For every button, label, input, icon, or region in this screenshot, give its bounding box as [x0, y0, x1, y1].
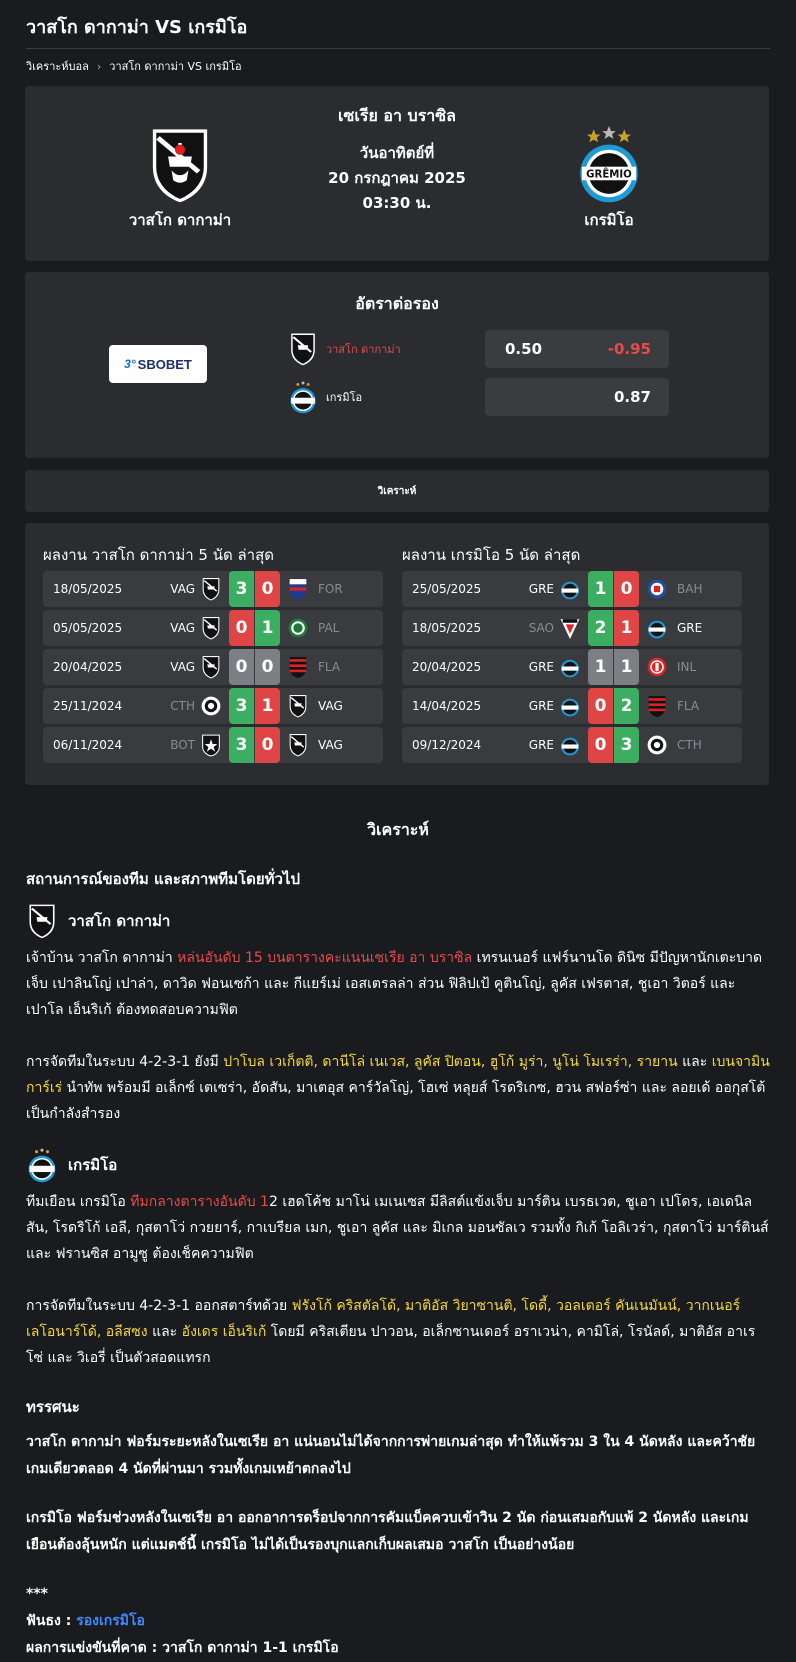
highlight-text: เบนจามิน การ์เร่ — [26, 1054, 770, 1096]
form-away-score: 0 — [614, 571, 639, 607]
gremio-crest-icon — [26, 1147, 58, 1183]
tip-line — [26, 1608, 770, 1635]
form-away-score: 0 — [255, 649, 280, 685]
corinthians-crest-icon — [200, 694, 222, 718]
odds-handicap: 0.50 — [505, 340, 543, 358]
away-paragraph-2: การจัดทีมในระบบ 4-2-3-1 ออกสตาร์ทด้วย ฟรังโก้ คริสตัลโด้, มาติอัส วิยาซานติ, โดดี้, วอลเตอร์ คันเนมันน์, วากเนอร์ เลโอนาร์โด้, อลีสซง และ อังเดร เอ็นริเก้ โดยมี คริสเตียน ปาวอน, อเล็กซานเดอร์ อราเวน่า, คามิโล่, โรนัลด์, มาติอัส อาเรโซ่ และ วิเอรี่ เป็นตัวสอดแทรก — [26, 1298, 756, 1366]
gremio-crest-icon — [646, 616, 668, 640]
bookmaker-logo[interactable] — [109, 345, 207, 383]
separator-stars: *** — [26, 1586, 48, 1602]
odds-home-row — [288, 330, 476, 368]
form-date: 20/04/2025 — [53, 660, 123, 674]
form-date: 25/11/2024 — [53, 699, 123, 713]
gremio-crest-icon — [559, 733, 581, 757]
highlight-text: ปาโบล เวเก็ตติ, ดานีโล่ เนเวส, ลูคัส ปิตอน, ฮูโก้ มูร่า, นูโน่ โมเรร่า, รายาน — [223, 1054, 678, 1070]
form-match-row[interactable] — [402, 727, 742, 763]
form-home-score: 2 — [588, 610, 613, 646]
form-home-code: GRE — [528, 699, 554, 713]
gremio-crest-icon — [574, 126, 644, 204]
form-home-score: 3 — [229, 688, 254, 724]
form-home-score: 1 — [588, 649, 613, 685]
away-team-block[interactable] — [519, 126, 699, 232]
form-away-code: GRE — [677, 621, 703, 635]
verdict-paragraph-2: เกรมิโอ ฟอร์มช่วงหลังในเซเรีย อา ออกอาการดร็อปจากการคัมแบ็คควบเข้าวิน 2 นัด ก่อนเสมอกับแพ้ 2 นัดหลัง และเกมเยือนต้องลุ้นหนัก แต่แมตช์นี้ เกรมิโอ ไม่ได้เป็นรองบุกแลกเก็บผลเสมอ วาสโก เป็นอย่างน้อย — [26, 1510, 749, 1553]
form-away-code: INL — [677, 660, 697, 674]
form-home-score: 0 — [229, 649, 254, 685]
form-date: 18/05/2025 — [412, 621, 482, 635]
palmeiras-crest-icon — [287, 616, 309, 640]
chevron-right-icon: › — [96, 59, 102, 73]
form-away-code: CTH — [677, 738, 702, 752]
botafogo-crest-icon — [200, 733, 222, 757]
vasco-crest-icon — [287, 733, 309, 757]
home-team-subheading — [26, 903, 770, 939]
internacional-crest-icon — [646, 655, 668, 679]
form-away-score: 0 — [255, 571, 280, 607]
recent-form-card — [25, 523, 769, 785]
match-time: 03:30 น. — [362, 194, 432, 212]
match-day: วันอาทิตย์ที่ — [359, 144, 435, 162]
home-team-name: วาสโก ดากาม่า — [128, 211, 232, 229]
form-away-code: FOR — [318, 582, 343, 596]
vasco-crest-icon — [145, 126, 215, 204]
prediction-value: วาสโก ดากาม่า 1-1 เกรมิโอ — [162, 1640, 339, 1656]
bahia-crest-icon — [646, 577, 668, 601]
highlight-text: หล่นอันดับ 15 บนตารางคะแนนเซเรีย อา บราซิล — [177, 950, 473, 966]
away-form-title: ผลงาน เกรมิโอ 5 นัด ล่าสุด — [402, 546, 581, 564]
breadcrumb-current: วาสโก ดากาม่า VS เกรมิโอ — [109, 60, 242, 73]
odds-away-box[interactable] — [485, 378, 669, 416]
vasco-crest-icon — [200, 616, 222, 640]
gremio-crest-icon — [288, 380, 318, 414]
vasco-crest-icon — [287, 694, 309, 718]
saopaulo-crest-icon — [559, 616, 581, 640]
breadcrumb-home-link[interactable]: วิเคราะห์บอล — [26, 60, 89, 73]
odds-home-team: วาสโก ดากาม่า — [326, 343, 401, 356]
gremio-crest-icon — [559, 655, 581, 679]
form-home-code: CTH — [170, 699, 195, 713]
tip-link[interactable]: รองเกรมิโอ — [76, 1613, 145, 1629]
form-date: 25/05/2025 — [412, 582, 482, 596]
form-date: 20/04/2025 — [412, 660, 482, 674]
form-match-row[interactable] — [402, 610, 742, 646]
bookmaker-name: SBOBET — [137, 356, 192, 372]
form-date: 06/11/2024 — [53, 738, 123, 752]
match-header-card — [25, 86, 769, 261]
breadcrumb — [26, 57, 242, 75]
form-away-score: 1 — [255, 610, 280, 646]
form-away-score: 1 — [255, 688, 280, 724]
form-home-score: 3 — [229, 571, 254, 607]
verdict-heading: ทรรศนะ — [26, 1398, 80, 1416]
form-away-code: VAG — [318, 738, 343, 752]
analysis-title: วิเคราะห์ — [367, 820, 429, 839]
form-away-score: 1 — [614, 649, 639, 685]
fortaleza-crest-icon — [287, 577, 309, 601]
page-title: วาสโก ดากาม่า VS เกรมิโอ — [26, 17, 248, 38]
highlight-text: ทีมกลางตารางอันดับ 1 — [130, 1194, 269, 1210]
prediction-line — [26, 1635, 770, 1662]
form-away-code: FLA — [677, 699, 700, 713]
gremio-crest-icon — [559, 577, 581, 601]
form-away-score: 2 — [614, 688, 639, 724]
analysis-tab[interactable] — [25, 470, 769, 512]
corinthians-crest-icon — [646, 733, 668, 757]
form-home-score: 0 — [588, 688, 613, 724]
home-form-title: ผลงาน วาสโก ดากาม่า 5 นัด ล่าสุด — [43, 546, 274, 564]
odds-title: อัตราต่อรอง — [355, 294, 439, 313]
form-home-score: 1 — [588, 571, 613, 607]
flamengo-crest-icon — [287, 655, 309, 679]
form-home-code: VAG — [170, 660, 195, 674]
form-away-code: BAH — [677, 582, 703, 596]
away-team-subheading-name: เกรมิโอ — [68, 1156, 118, 1174]
home-team-subheading-name: วาสโก ดากาม่า — [68, 912, 171, 930]
vasco-crest-icon — [200, 577, 222, 601]
home-paragraph-1: เจ้าบ้าน วาสโก ดากาม่า หล่นอันดับ 15 บนตารางคะแนนเซเรีย อา บราซิล เทรนเนอร์ แฟร์นานโด ดินิซ มีปัญหานักเตะบาดเจ็บ เปาลินโญ่ เปาล่า, ดาวิด ฟอนเซก้า และ กีแยร์เม่ เอสเตรลล่า ส่วน ฟิลิปเป้ คูตินโญ่, ลูคัส เฟรตาส, ชูเอา วิตอร์ และ เปาโล เอ็นริเก้ ต้องทดสอบความฟิต — [26, 950, 763, 1018]
vasco-crest-icon — [200, 655, 222, 679]
form-away-score: 3 — [614, 727, 639, 763]
form-home-score: 0 — [588, 727, 613, 763]
vasco-crest-icon — [26, 903, 58, 939]
home-team-block[interactable] — [90, 126, 270, 232]
title-divider — [26, 48, 770, 49]
svg-text:GRÊMIO: GRÊMIO — [586, 169, 632, 181]
odds-away-team: เกรมิโอ — [326, 391, 363, 404]
gremio-crest-icon — [559, 694, 581, 718]
form-away-code: FLA — [318, 660, 341, 674]
away-team-subheading — [26, 1147, 770, 1183]
form-date: 09/12/2024 — [412, 738, 482, 752]
form-match-row[interactable] — [43, 727, 383, 763]
form-date: 05/05/2025 — [53, 621, 123, 635]
odds-home-price: -0.95 — [607, 340, 651, 358]
verdict-paragraph-1: วาสโก ดากาม่า ฟอร์มระยะหลังในเซเรีย อา แน่นอนไม่ได้จากการพ่ายเกมล่าสุด ทำให้แพ้รวม 3 ใน 4 นัดหลัง และคว้าชัยเกมเดียวตลอด 4 นัดที่ผ่านมา รวมทั้งเกมเหย้าตกลงไป — [26, 1434, 756, 1477]
form-home-code: GRE — [528, 582, 554, 596]
flamengo-crest-icon — [646, 694, 668, 718]
form-home-code: VAG — [170, 582, 195, 596]
form-match-row[interactable] — [402, 649, 742, 685]
prediction-label: ผลการแข่งขันที่คาด : — [26, 1640, 163, 1656]
match-date: 20 กรกฎาคม 2025 — [328, 169, 466, 187]
highlight-text: ฟรังโก้ คริสตัลโด้, มาติอัส วิยาซานติ, โดดี้, วอลเตอร์ คันเนมันน์, วากเนอร์ เลโอนาร์โด้, อลีสซง — [26, 1298, 741, 1340]
form-home-code: GRE — [528, 660, 554, 674]
form-away-score: 0 — [255, 727, 280, 763]
highlight-text: อังเดร เอ็นริเก้ — [181, 1324, 267, 1340]
form-match-row[interactable] — [43, 610, 383, 646]
analysis-tab-label: วิเคราะห์ — [377, 486, 417, 497]
form-away-score: 1 — [614, 610, 639, 646]
form-home-code: BOT — [170, 738, 195, 752]
home-form-column — [43, 523, 383, 763]
form-match-row[interactable] — [43, 571, 383, 607]
form-match-row[interactable] — [43, 649, 383, 685]
home-paragraph-2: การจัดทีมในระบบ 4-2-3-1 ยังมี ปาโบล เวเก็ตติ, ดานีโล่ เนเวส, ลูคัส ปิตอน, ฮูโก้ มูร่า, นูโน่ โมเรร่า, รายาน และ เบนจามิน การ์เร่ นำทัพ พร้อมมี อเล็กซ์ เตเซร่า, อัดสัน, มาเตอุส คาร์วัลโญ่, โฮเซ่ หลุยส์ โรดริเกซ, ฮวน สฟอร์ซ่า และ ลอยเด้ ออกุสโต้ เป็นกำลังสำรอง — [26, 1054, 770, 1122]
form-match-row[interactable] — [402, 688, 742, 724]
odds-away-row — [288, 378, 476, 416]
league-name: เซเรีย อา บราซิล — [338, 106, 456, 125]
form-home-code: SAO — [528, 621, 554, 635]
situation-heading: สถานการณ์ของทีม และสภาพทีมโดยทั่วไป — [26, 870, 300, 888]
form-match-row[interactable] — [43, 688, 383, 724]
form-home-score: 3 — [229, 727, 254, 763]
form-match-row[interactable] — [402, 571, 742, 607]
away-form-column — [402, 523, 742, 763]
odds-away-price: 0.87 — [613, 388, 651, 406]
form-home-code: GRE — [528, 738, 554, 752]
form-home-score: 0 — [229, 610, 254, 646]
tip-label: ฟันธง : — [26, 1613, 77, 1629]
odds-home-box[interactable] — [485, 330, 669, 368]
sbobet-mark-icon: 3° — [124, 357, 136, 371]
form-away-code: VAG — [318, 699, 343, 713]
odds-card — [25, 272, 769, 458]
form-date: 18/05/2025 — [53, 582, 123, 596]
form-date: 14/04/2025 — [412, 699, 482, 713]
analysis-section — [26, 818, 770, 1662]
form-away-code: PAL — [318, 621, 340, 635]
vasco-crest-icon — [288, 332, 318, 366]
away-paragraph-1: ทีมเยือน เกรมิโอ ทีมกลางตารางอันดับ 12 เฮดโค้ช มาโน่ เมเนเซส มีลิสต์แข้งเจ็บ มาร์ติน เบรธเวต, ชูเอา เปโดร, เอเดนิลสัน, โรดริโก้ เอลี, กุสตาโว่ กวยยาร์, กาเบรียล เมก, ชูเอา ลูคัส และ มิเกล มอนซัลเว รวมทั้ง กิเก้ โอลิเวร่า, กุสตาโว่ มาร์ตินส์ และ ฟรานซิส อามูซู ต้องเช็คความฟิต — [26, 1194, 769, 1262]
away-team-name: เกรมิโอ — [584, 211, 634, 229]
form-home-code: VAG — [170, 621, 195, 635]
